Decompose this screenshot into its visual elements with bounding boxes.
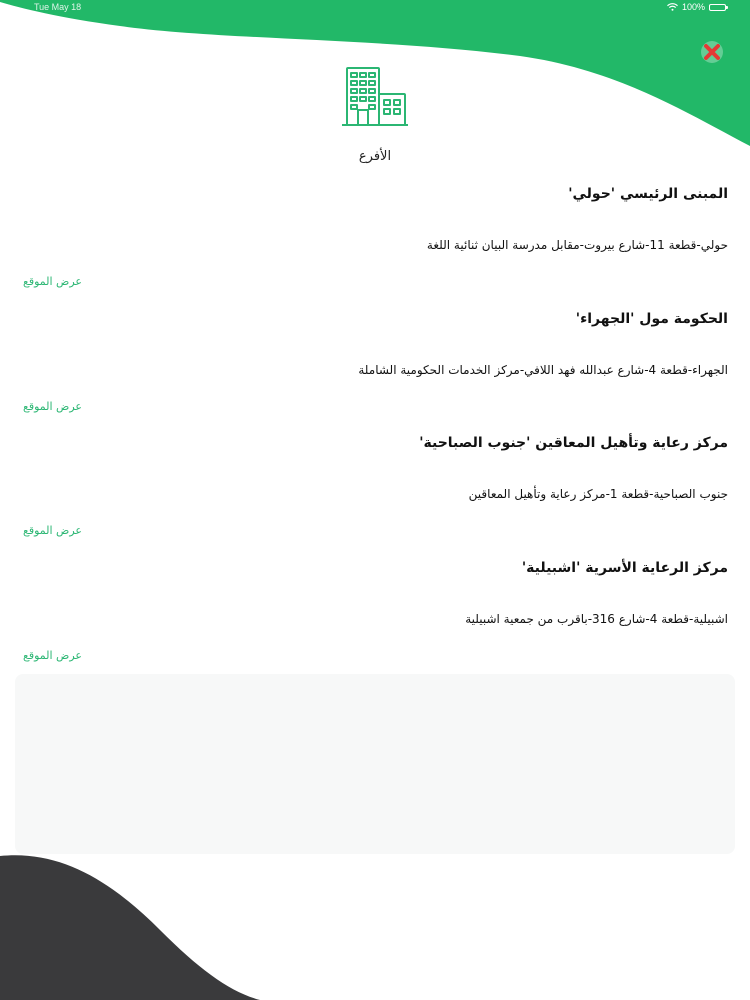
branch-item: [0, 550, 750, 675]
battery-icon: [709, 4, 726, 11]
branch-address: جنوب الصباحية-قطعة 1-مركز رعاية وتأهيل المعاقين: [468, 487, 728, 501]
status-indicators: [667, 2, 726, 12]
building-icon: [340, 66, 410, 128]
branch-name: المبنى الرئيسي 'حولي': [568, 186, 728, 202]
view-location-link[interactable]: عرض الموقع: [23, 648, 82, 662]
branch-list: [0, 176, 750, 674]
empty-panel: [15, 674, 735, 854]
page-title: الأفرع: [358, 149, 392, 164]
view-location-link[interactable]: عرض الموقع: [23, 524, 82, 537]
close-button[interactable]: [696, 36, 728, 68]
branch-item: [0, 176, 750, 301]
branch-address: اشبيلية-قطعة 4-شارع 316-باقرب من جمعية اشبيلية: [465, 611, 728, 626]
close-icon: [696, 36, 728, 68]
branch-name: مركز رعاية وتأهيل المعاقين 'جنوب الصباحية': [419, 435, 728, 451]
view-location-link[interactable]: عرض الموقع: [23, 275, 82, 288]
branch-name: الحكومة مول 'الجهراء': [575, 310, 728, 327]
status-bar: [0, 0, 750, 16]
branch-address: حولي-قطعة 11-شارع بيروت-مقابل مدرسة البيان ثنائية اللغة: [426, 238, 728, 252]
branch-address: الجهراء-قطعة 4-شارع عبدالله فهد اللافي-مركز الخدمات الحكومية الشاملة: [358, 362, 728, 377]
view-location-link[interactable]: عرض الموقع: [23, 399, 82, 413]
wifi-icon: [667, 3, 678, 11]
branch-item: [0, 425, 750, 550]
battery-percent: 100%: [681, 2, 705, 12]
branch-item: [0, 301, 750, 426]
branch-name: مركز الرعاية الأسرية 'اشبيلية': [521, 559, 728, 576]
status-time: Tue May 18: [34, 2, 82, 12]
